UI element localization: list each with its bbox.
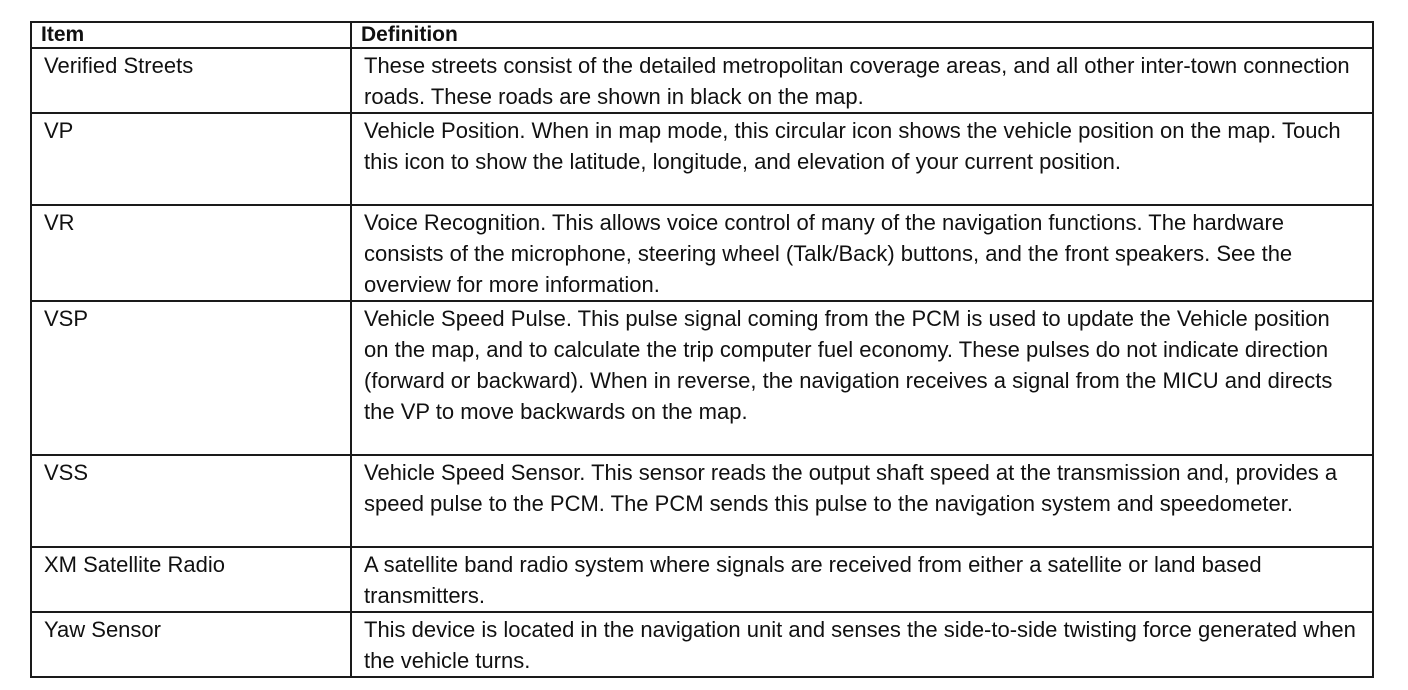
definition-cell <box>351 547 1373 612</box>
item-cell <box>31 612 351 677</box>
item-definition: Vehicle Position. When in map mode, this circular icon shows the vehicle position on the map. Touch this icon to show the latitude, longitude, and elevation of your current position. <box>364 118 1341 174</box>
item-term: XM Satellite Radio <box>44 552 225 577</box>
item-term: VR <box>44 210 75 235</box>
table-row <box>31 301 1373 455</box>
table-row <box>31 455 1373 547</box>
table-row <box>31 48 1373 113</box>
item-definition: Vehicle Speed Pulse. This pulse signal coming from the PCM is used to update the Vehicle position on the map, and to calculate the trip computer fuel economy. These pulses do not indicate direction (forward or backward). When in reverse, the navigation receives a signal from the MICU and directs the VP to move backwards on the map. <box>364 306 1333 424</box>
item-cell <box>31 205 351 301</box>
definition-cell <box>351 205 1373 301</box>
item-cell <box>31 455 351 547</box>
glossary-table <box>30 21 1374 678</box>
item-cell <box>31 113 351 205</box>
header-definition-label: Definition <box>361 23 458 46</box>
item-cell <box>31 301 351 455</box>
item-term: Verified Streets <box>44 53 194 78</box>
definition-cell <box>351 301 1373 455</box>
item-term: VSP <box>44 306 89 331</box>
item-definition: Voice Recognition. This allows voice control of many of the navigation functions. The hardware consists of the microphone, steering wheel (Talk/Back) buttons, and the front speakers. See the overview for more information. <box>364 210 1293 297</box>
item-term: VP <box>44 118 74 143</box>
item-definition: These streets consist of the detailed metropolitan coverage areas, and all other inter-town connection roads. These roads are shown in black on the map. <box>364 53 1350 109</box>
table-row <box>31 547 1373 612</box>
item-definition: This device is located in the navigation unit and senses the side-to-side twisting force generated when the vehicle turns. <box>364 617 1356 673</box>
header-row <box>31 22 1373 48</box>
header-item-label: Item <box>41 23 85 46</box>
item-definition: Vehicle Speed Sensor. This sensor reads the output shaft speed at the transmission and, provides a speed pulse to the PCM. The PCM sends this pulse to the navigation system and speedometer. <box>364 460 1338 516</box>
header-item <box>31 22 351 48</box>
table-row <box>31 113 1373 205</box>
definition-cell <box>351 612 1373 677</box>
item-cell <box>31 48 351 113</box>
header-definition <box>351 22 1373 48</box>
definition-cell <box>351 455 1373 547</box>
item-definition: A satellite band radio system where signals are received from either a satellite or land based transmitters. <box>364 552 1262 608</box>
definition-cell <box>351 113 1373 205</box>
definition-cell <box>351 48 1373 113</box>
item-term: VSS <box>44 460 89 485</box>
item-term: Yaw Sensor <box>44 617 161 642</box>
table-row <box>31 612 1373 677</box>
item-cell <box>31 547 351 612</box>
table-row <box>31 205 1373 301</box>
